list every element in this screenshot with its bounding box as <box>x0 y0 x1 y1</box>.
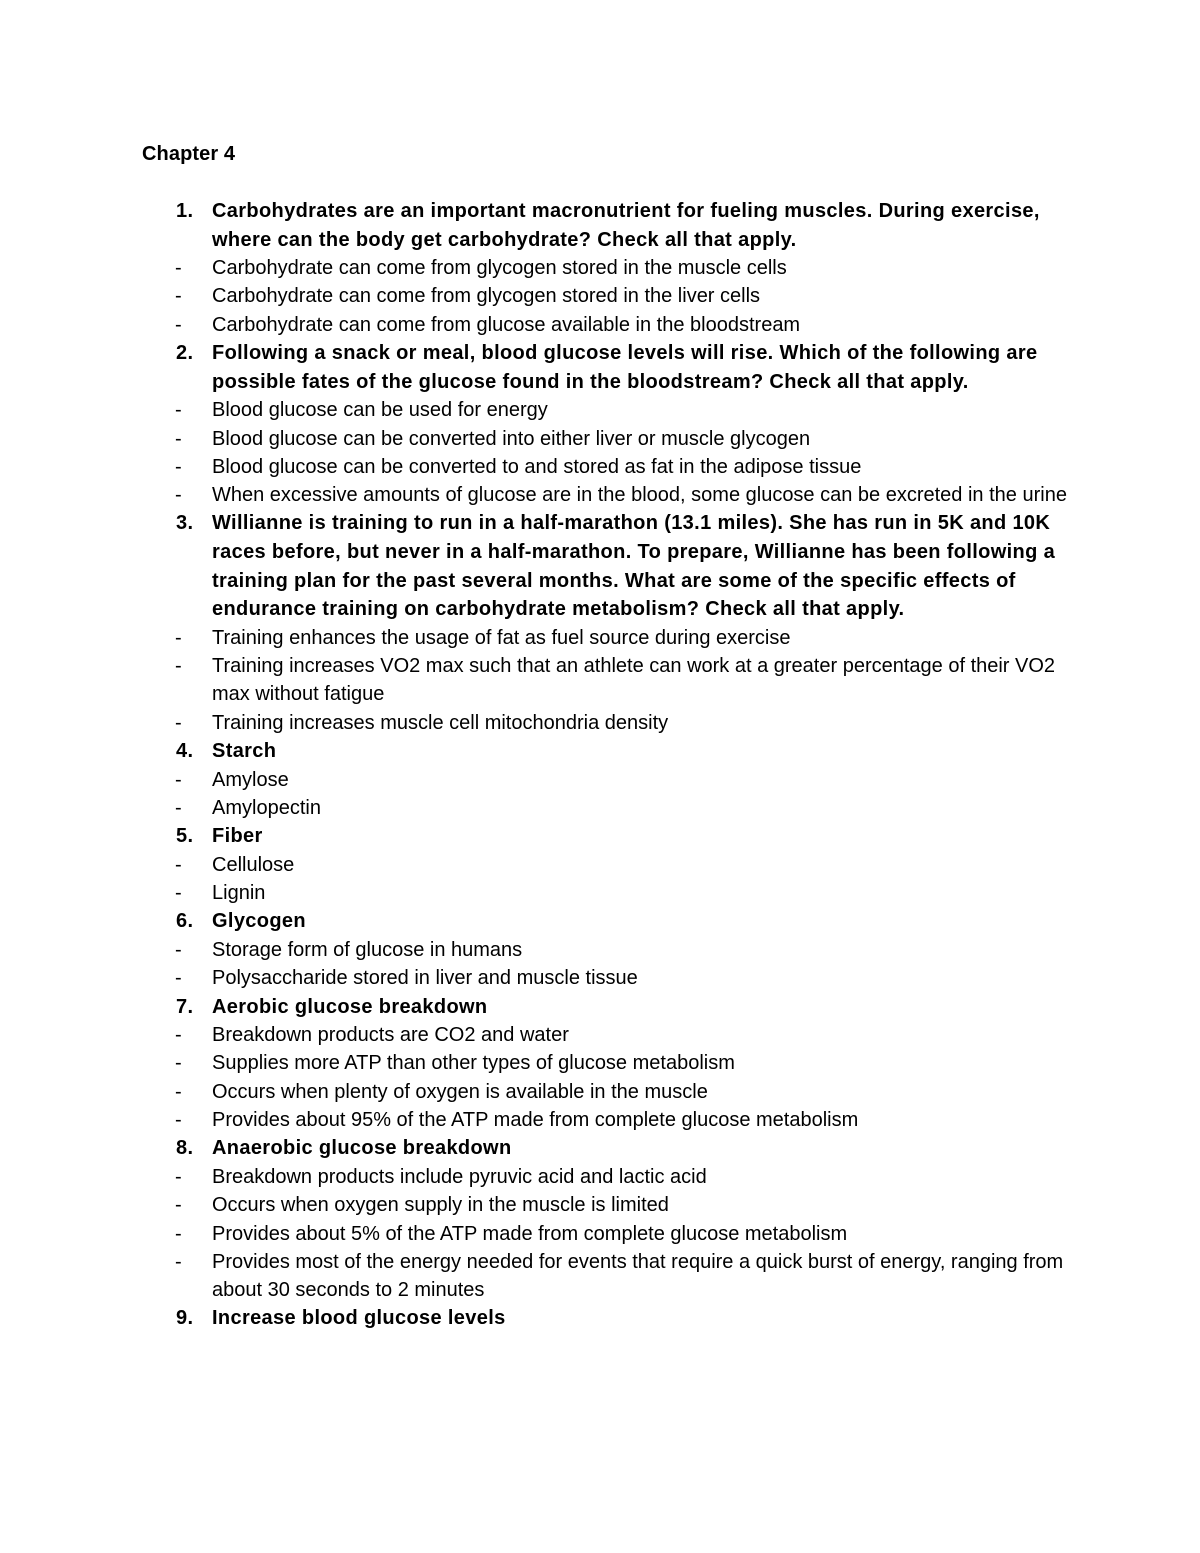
answer-text: Breakdown products include pyruvic acid and lactic acid <box>212 1165 707 1188</box>
answer-item <box>142 1049 1072 1077</box>
answer-dash: - <box>175 455 182 478</box>
answer-text: Blood glucose can be converted to and stored as fat in the adipose tissue <box>212 455 862 478</box>
answer-item <box>142 851 1072 879</box>
answer-text: Provides about 5% of the ATP made from complete glucose metabolism <box>212 1222 848 1245</box>
question-number-cell <box>142 1134 212 1163</box>
answer-item <box>142 936 1072 964</box>
question-item <box>142 737 1072 766</box>
answer-text: When excessive amounts of glucose are in the blood, some glucose can be excreted in the urine <box>212 484 1067 507</box>
answer-dash: - <box>175 1024 182 1047</box>
question-number-cell <box>142 1304 212 1333</box>
answer-dash: - <box>175 427 182 450</box>
answer-dash: - <box>175 655 182 678</box>
question-number: 6. <box>176 910 194 933</box>
answer-text: Training increases muscle cell mitochondria density <box>212 711 669 734</box>
question-text: Following a snack or meal, blood glucose levels will rise. Which of the following are possible fates of the glucose found in the bloodstream? Check all that apply. <box>212 342 1038 393</box>
question-number: 5. <box>176 825 194 848</box>
question-list <box>142 197 1072 1333</box>
question-number: 7. <box>176 995 194 1018</box>
question-text: Starch <box>212 740 277 763</box>
question-number: 1. <box>176 200 194 222</box>
answer-item <box>142 282 1072 310</box>
answer-item <box>142 652 1072 709</box>
answer-item <box>142 453 1072 481</box>
question-number-cell <box>142 737 212 766</box>
question-text: Glycogen <box>212 910 306 933</box>
answer-item <box>142 1220 1072 1248</box>
question-number-cell <box>142 907 212 936</box>
answer-text: Breakdown products are CO2 and water <box>212 1024 569 1047</box>
answer-dash: - <box>175 484 182 507</box>
question-number: 2. <box>176 342 194 365</box>
answer-text: Blood glucose can be used for energy <box>212 399 548 422</box>
answer-text: Storage form of glucose in humans <box>212 938 523 961</box>
question-number-cell <box>142 339 212 368</box>
answer-text: Provides most of the energy needed for events that require a quick burst of energy, ranging from about 30 seconds to 2 minutes <box>212 1250 1064 1302</box>
answer-text: Blood glucose can be converted into either liver or muscle glycogen <box>212 427 811 450</box>
answer-dash: - <box>175 257 182 280</box>
question-number: 4. <box>176 740 194 763</box>
answer-dash: - <box>175 285 182 308</box>
answer-item <box>142 624 1072 652</box>
question-item <box>142 1304 1072 1333</box>
question-text: Aerobic glucose breakdown <box>212 995 488 1018</box>
answer-item <box>142 766 1072 794</box>
answer-text: Provides about 95% of the ATP made from complete glucose metabolism <box>212 1109 859 1132</box>
question-item <box>142 509 1072 623</box>
answer-text: Cellulose <box>212 853 295 876</box>
answer-dash: - <box>175 1080 182 1103</box>
answer-item <box>142 879 1072 907</box>
answer-text: Carbohydrate can come from glucose available in the bloodstream <box>212 313 801 336</box>
question-text: Willianne is training to run in a half-marathon (13.1 miles). She has run in 5K and 10K races before, but never in a half-marathon. To prepare, Willianne has been following a training plan for the past several months. What are some of the specific effects of endurance training on carbohydrate metabolism? Check all that apply. <box>212 512 1056 621</box>
answer-item <box>142 254 1072 282</box>
answer-item <box>142 794 1072 822</box>
answer-dash: - <box>175 796 182 819</box>
answer-text: Carbohydrate can come from glycogen stored in the muscle cells <box>212 257 787 280</box>
answer-text: Polysaccharide stored in liver and muscle tissue <box>212 967 638 990</box>
answer-text: Amylose <box>212 768 289 791</box>
question-text: Carbohydrates are an important macronutrient for fueling muscles. During exercise, where can the body get carbohydrate? Check all that apply. <box>212 200 1040 251</box>
question-item <box>142 339 1072 396</box>
question-number: 9. <box>176 1307 194 1330</box>
answer-item <box>142 1248 1072 1305</box>
answer-text: Supplies more ATP than other types of glucose metabolism <box>212 1052 735 1075</box>
question-text: Fiber <box>212 825 263 848</box>
answer-item <box>142 311 1072 339</box>
answer-text: Lignin <box>212 882 266 905</box>
chapter-title: Chapter 4 <box>142 143 236 165</box>
answer-dash: - <box>175 1250 182 1273</box>
answer-dash: - <box>175 938 182 961</box>
question-number-cell <box>142 509 212 538</box>
answer-dash: - <box>175 313 182 336</box>
answer-dash: - <box>175 626 182 649</box>
answer-item <box>142 964 1072 992</box>
answer-item <box>142 1078 1072 1106</box>
answer-text: Carbohydrate can come from glycogen stored in the liver cells <box>212 285 761 308</box>
question-number-cell <box>142 822 212 851</box>
answer-dash: - <box>175 1109 182 1132</box>
answer-item <box>142 1163 1072 1191</box>
answer-dash: - <box>175 1165 182 1188</box>
question-text: Anaerobic glucose breakdown <box>212 1137 512 1160</box>
answer-dash: - <box>175 711 182 734</box>
question-item <box>142 822 1072 851</box>
question-number: 3. <box>176 512 194 535</box>
answer-dash: - <box>175 1052 182 1075</box>
answer-text: Training increases VO2 max such that an athlete can work at a greater percentage of their VO2 max without fatigue <box>212 655 1056 706</box>
answer-dash: - <box>175 967 182 990</box>
answer-item <box>142 396 1072 424</box>
question-text: Increase blood glucose levels <box>212 1307 506 1330</box>
answer-item <box>142 481 1072 509</box>
answer-item <box>142 1021 1072 1049</box>
question-item <box>142 1134 1072 1163</box>
question-item <box>142 197 1072 254</box>
answer-item <box>142 709 1072 737</box>
answer-dash: - <box>175 1194 182 1217</box>
question-number-cell <box>142 993 212 1022</box>
answer-dash: - <box>175 882 182 905</box>
answer-text: Amylopectin <box>212 796 321 819</box>
question-item <box>142 993 1072 1022</box>
answer-item <box>142 1106 1072 1134</box>
answer-item <box>142 1191 1072 1219</box>
answer-dash: - <box>175 399 182 422</box>
answer-text: Occurs when plenty of oxygen is available in the muscle <box>212 1080 708 1103</box>
answer-text: Occurs when oxygen supply in the muscle is limited <box>212 1194 669 1217</box>
question-number-cell <box>142 197 212 226</box>
answer-item <box>142 425 1072 453</box>
answer-dash: - <box>175 1222 182 1245</box>
answer-text: Training enhances the usage of fat as fuel source during exercise <box>212 626 791 649</box>
document-content <box>142 140 1072 1333</box>
question-item <box>142 907 1072 936</box>
answer-dash: - <box>175 768 182 791</box>
question-number: 8. <box>176 1137 194 1160</box>
answer-dash: - <box>175 853 182 876</box>
